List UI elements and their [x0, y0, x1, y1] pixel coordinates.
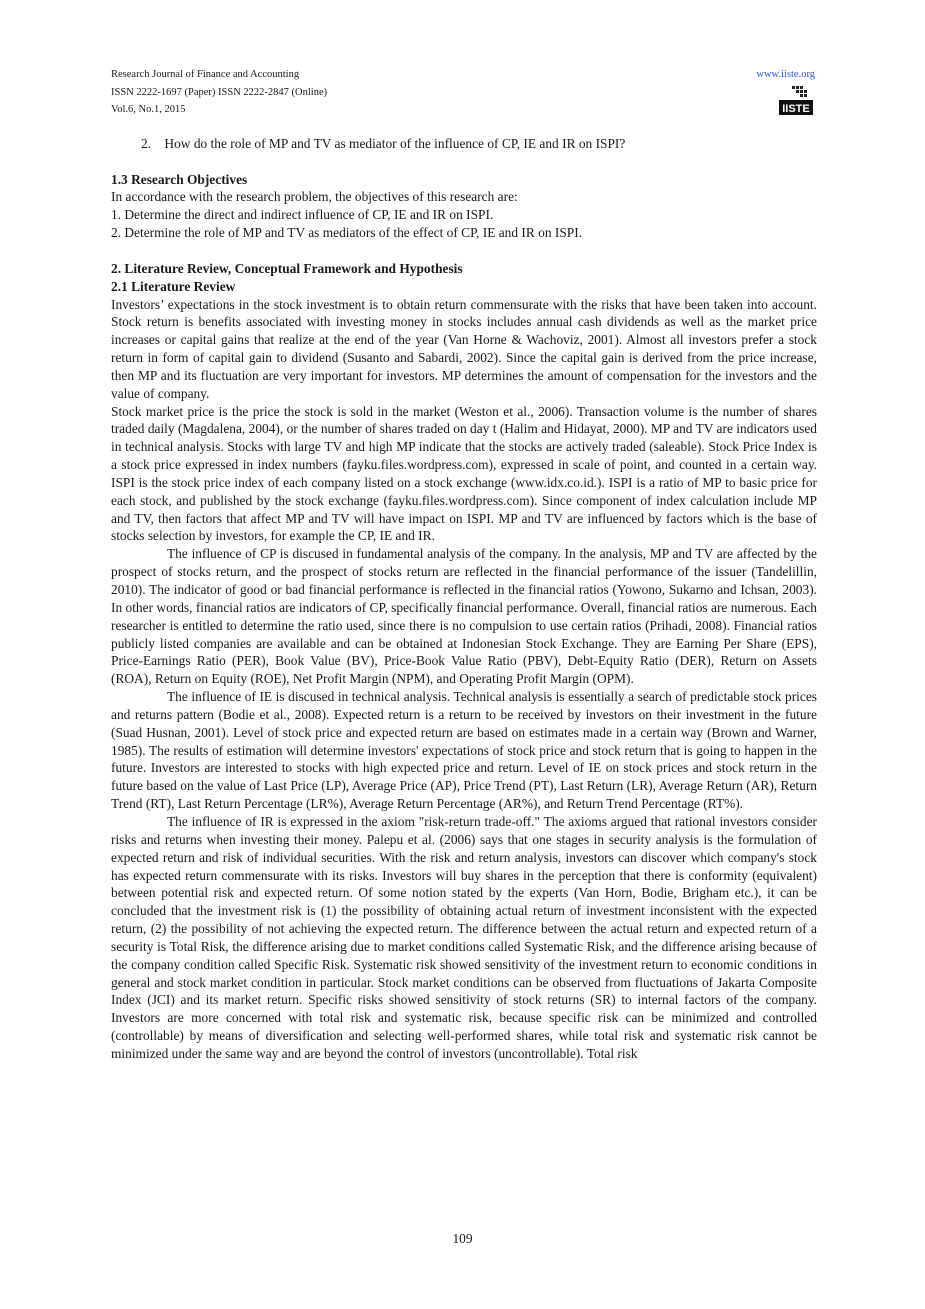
paragraph: The influence of CP is discused in fundamental analysis of the company. In the analysis, MP and TV are affected by the prospect of stocks return, and the prospect of stocks return are reflected in the financial performance of the issuer (Tandelillin, 2010). The indicator of good or bad financial performance is reflected in the financial ratios (Yowono, Sukarno and Ichsan, 2003). In other words, financial ratios are indicators of CP, specifically financial performance. Overall, financial ratios are numerous. Each researcher is entitled to determine the ratio used, since there is no compulsion to use certain ratios (Prihadi, 2008). Financial ratios publicly listed companies are available and can be obtained at Indonesian Stock Exchange. They are Earning Per Share (EPS), Price-Earnings Ratio (PER), Book Value (BV), Price-Book Value Ratio (PBV), Debt-Equity Ratio (DER), Return on Assets (ROA), Return on Equity (ROE), Net Profit Margin (NPM), and Operating Profit Margin (OPM).	[111, 546, 817, 687]
objectives-intro: In accordance with the research problem, the objectives of this research are:	[111, 189, 518, 205]
journal-url-link[interactable]: www.iiste.org	[756, 69, 815, 80]
paragraph: Stock market price is the price the stock is sold in the market (Weston et al., 2006). Transaction volume is the number of shares traded daily (Magdalena, 2004), or the number of shares traded on day t (Halim and Hidayat, 2000). MP and TV are indicators used in technical analysis. Stocks with large TV and high MP indicate that the stocks are actively traded (saleable). Stock Price Index is a stock price expressed in index numbers (fayku.files.wordpress.com), expressed in scale of point, and counted in a certain way. ISPI is the stock price index of each company listed on a stock exchange (www.idx.co.id.). ISPI is a ratio of MP to basic price for each stock, and published by the stock exchange (fayku.files.wordpress.com). Since component of index calculation include MP and TV, then factors that affect MP and TV will have impact on ISPI. MP and TV are influenced by factors which is the base of stocks selection by investors, for example the CP, IE and IR.	[111, 403, 817, 544]
page-number: 109	[452, 1231, 473, 1246]
journal-name: Research Journal of Finance and Accounting	[111, 69, 300, 80]
objective-1: 1. Determine the direct and indirect influence of CP, IE and IR on ISPI.	[111, 207, 494, 223]
subsection-heading-literature-review: 2.1 Literature Review	[111, 278, 236, 294]
paragraph: The influence of IE is discused in technical analysis. Technical analysis is essentially a search of predictable stock prices and returns pattern (Bodie et al., 2008). Expected return is a return to be received by investors on their investment in the future (Suad Husnan, 2001). Level of stock price and expected return are based on estimates made in a certain way (Brown and Warner, 1985). The results of estimation will determine investors' expectations of stock price and stock return that is going to happen in the future. Investors are interested to stocks with high expected price and return. Level of IE on stock prices and stock return in the future based on the value of Last Price (LP), Average Price (AP), Price Trend (PT), Last Return (LR), Average Return (AR), Return Trend (RT), Last Return Percentage (LR%), Average Return Percentage (AR%), and Return Trend Percentage (RT%).	[111, 689, 817, 812]
paragraph: Investors’ expectations in the stock investment is to obtain return commensurate with the risks that have been taken into account. Stock return is benefits associated with investing money in stocks includes annual cash dividends as well as the market price increases or capital gains that realize at the end of the year (Van Horne & Wachoviz, 2001). Almost all investors prefer a stock return in form of capital gain to dividend (Susanto and Sabardi, 2002). Since the capital gain is derived from the price increase, then MP and its fluctuation are very important for investors. MP determines the amount of compensation for the investors and the value of company.	[111, 296, 817, 401]
page-header	[111, 66, 815, 119]
iiste-logo	[779, 86, 813, 116]
journal-info	[111, 66, 815, 119]
svg-text:IISTE: IISTE	[782, 103, 810, 115]
section-heading-objectives: 1.3 Research Objectives	[111, 171, 248, 187]
research-question-2: 2. How do the role of MP and TV as mediator of the influence of CP, IE and IR on ISPI?	[141, 136, 626, 151]
section-heading-literature: 2. Literature Review, Conceptual Framework and Hypothesis	[111, 260, 463, 276]
page-body	[111, 135, 817, 1063]
objective-2: 2. Determine the role of MP and TV as mediators of the effect of CP, IE and IR on ISPI.	[111, 225, 583, 241]
paragraph: The influence of IR is expressed in the axiom "risk-return trade-off." The axioms argued that rational investors consider risks and returns when investing their money. Palepu et al. (2006) says that one stages in security analysis is the formulation of expected return and risk of individual securities. With the risk and return analysis, investors can discover which company's stock has expected return commensurate with its risks. Investors will buy shares in the perception that there is conformity (equivalent) between potential risk and expected return. Of some notion stated by the experts (Van Horn, Bodie, Brigham etc.), it can be concluded that the investment risk is (1) the possibility of obtaining actual return of investment inconsistent with the expected return, (2) the possibility of not achieving the expected return. The difference between the actual return and expected return of a security is Total Risk, the difference arising due to market conditions called Systematic Risk, and the difference arising because of the company condition called Specific Risk. Systematic risk showed sensitivity of the investment return to economic conditions in general and stock market condition in particular. Stock market conditions can be observed from fluctuations of Jakarta Composite Index (JCI) and its market return. Specific risks showed sensitivity of stock returns (SR) to internal factors of the company. Investors are more concerned with total risk and systematic risk, because specific risk can be minimized and controlled (controllable) by means of diversification and selecting well-performed shares, while total risk and systematic risk cannot be minimized under the same way and are beyond the control of investors (uncontrollable). Total risk	[111, 813, 817, 1061]
journal-issn: ISSN 2222-1697 (Paper) ISSN 2222-2847 (Online)	[111, 86, 328, 98]
journal-volume: Vol.6, No.1, 2015	[111, 104, 186, 115]
